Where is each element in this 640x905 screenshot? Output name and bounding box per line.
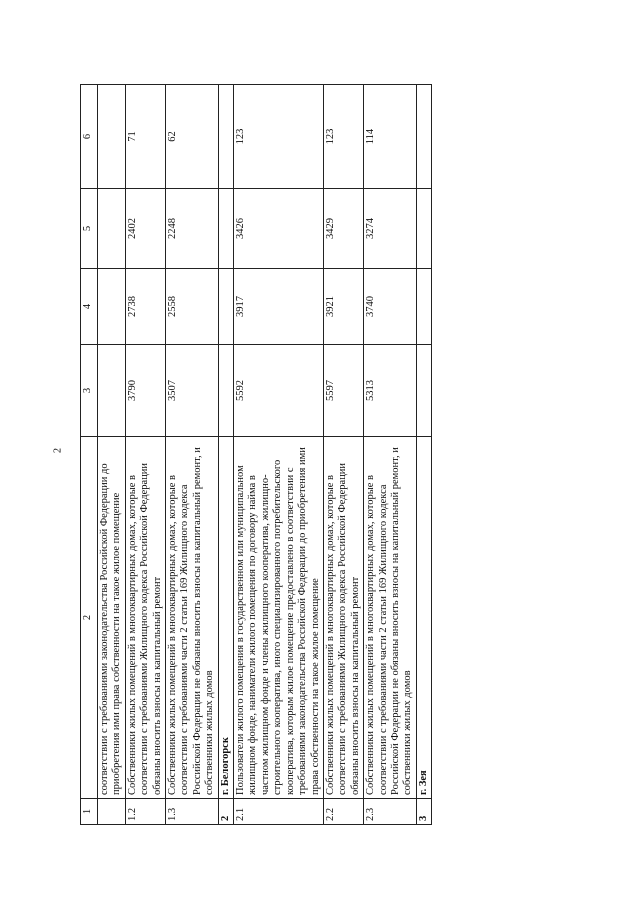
table-row xyxy=(234,85,324,825)
value-cell-col3 xyxy=(218,345,233,437)
value-cell-col3 xyxy=(98,345,126,437)
row-description-cell: Собственники жилых помещений в многоквартирных домах, которые в соответствии с требованиями части 2 статьи 169 Жилищного кодекса Российской Федерации не обязаны вносить взносы на капитальный ремонт, и собственники жилых домов xyxy=(166,437,219,799)
value-cell-col6 xyxy=(218,85,233,189)
value-cell-col4: 3921 xyxy=(323,269,363,345)
rotated-table-area xyxy=(80,85,590,825)
row-index-cell: 1.3 xyxy=(166,799,219,825)
row-index-cell: 1.2 xyxy=(125,799,165,825)
header-cell: 1 xyxy=(81,799,98,825)
value-cell-col5: 3429 xyxy=(323,189,363,269)
table-row xyxy=(166,85,219,825)
value-cell-col6: 123 xyxy=(323,85,363,189)
value-cell-col5: 3274 xyxy=(364,189,417,269)
header-cell: 6 xyxy=(81,85,98,189)
value-cell-col3: 5592 xyxy=(234,345,324,437)
table-row xyxy=(125,85,165,825)
value-cell-col3: 5313 xyxy=(364,345,417,437)
value-cell-col6 xyxy=(98,85,126,189)
section-row xyxy=(416,85,431,825)
row-description-cell: Собственники жилых помещений в многоквартирных домах, которые в соответствии с требованиями части 2 статьи 169 Жилищного кодекса Российской Федерации не обязаны вносить взносы на капитальный ремонт, и собственники жилых домов xyxy=(364,437,417,799)
value-cell-col5: 2248 xyxy=(166,189,219,269)
value-cell-col6: 71 xyxy=(125,85,165,189)
row-description-cell: г. Зея xyxy=(416,437,431,799)
value-cell-col4 xyxy=(218,269,233,345)
value-cell-col3: 3507 xyxy=(166,345,219,437)
row-index-cell: 2 xyxy=(218,799,233,825)
header-cell: 2 xyxy=(81,437,98,799)
section-row xyxy=(218,85,233,825)
value-cell-col4: 3917 xyxy=(234,269,324,345)
table-row xyxy=(364,85,417,825)
value-cell-col6: 123 xyxy=(234,85,324,189)
row-description-cell: Собственники жилых помещений в многоквартирных домах, которые в соответствии с требованиями Жилищного кодекса Российской Федерации обязаны вносить взносы на капитальный ремонт xyxy=(125,437,165,799)
value-cell-col4 xyxy=(416,269,431,345)
value-cell-col5: 2402 xyxy=(125,189,165,269)
value-cell-col4: 2558 xyxy=(166,269,219,345)
header-cell: 4 xyxy=(81,269,98,345)
page-number: 2 xyxy=(52,448,64,453)
value-cell-col3 xyxy=(416,345,431,437)
row-description-cell: соответствии с требованиями законодательства Российской Федерации до приобретения ими права собственности на такое жилое помещение xyxy=(98,437,126,799)
value-cell-col5 xyxy=(218,189,233,269)
row-description-cell: Пользователи жилого помещения в государственном или муниципальном жилищном фонде, наниматели жилого помещения по договору найма в частном жилищном фонде и члены жилищного кооператива, жилищно-строительного кооператива, иного специализированного потребительского кооператива, которым жилое помещение предоставлено в соответствии с требованиями законодательства Российской Федерации до приобретения ими права собственности на такое жилое помещение xyxy=(234,437,324,799)
row-index-cell: 3 xyxy=(416,799,431,825)
header-cell: 3 xyxy=(81,345,98,437)
value-cell-col4: 2738 xyxy=(125,269,165,345)
tariff-table xyxy=(80,84,432,825)
value-cell-col6: 114 xyxy=(364,85,417,189)
header-cell: 5 xyxy=(81,189,98,269)
value-cell-col5: 3426 xyxy=(234,189,324,269)
row-index-cell: 2.1 xyxy=(234,799,324,825)
row-description-cell: Собственники жилых помещений в многоквартирных домах, которые в соответствии с требованиями Жилищного кодекса Российской Федерации обязаны вносить взносы на капитальный ремонт xyxy=(323,437,363,799)
value-cell-col4 xyxy=(98,269,126,345)
value-cell-col3: 5597 xyxy=(323,345,363,437)
row-index-cell: 2.2 xyxy=(323,799,363,825)
row-index-cell: 2.3 xyxy=(364,799,417,825)
header-row xyxy=(81,85,98,825)
row-index-cell xyxy=(98,799,126,825)
value-cell-col6 xyxy=(416,85,431,189)
value-cell-col3: 3790 xyxy=(125,345,165,437)
value-cell-col4: 3740 xyxy=(364,269,417,345)
value-cell-col5 xyxy=(98,189,126,269)
table-row xyxy=(98,85,126,825)
value-cell-col5 xyxy=(416,189,431,269)
table-row xyxy=(323,85,363,825)
value-cell-col6: 62 xyxy=(166,85,219,189)
row-description-cell: г. Белогорск xyxy=(218,437,233,799)
